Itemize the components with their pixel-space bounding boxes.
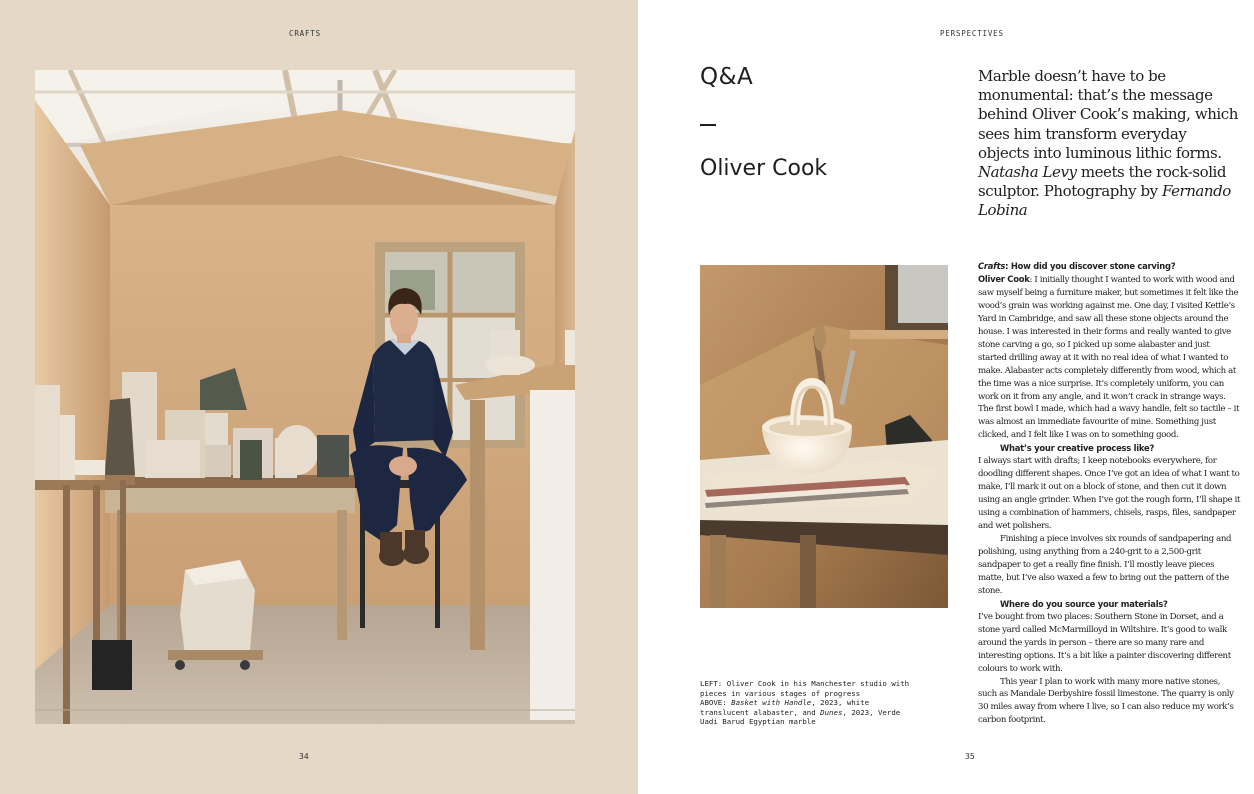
answer-1: Oliver Cook: I initially thought I wanted to work with wood and saw myself being a furniture maker, but sometimes it felt like the wood’s grain was working against me. One day, I visited Kettle’s Yard in Cambridge, and saw all these stone objects around the house. I was interested in their forms and really wanted to give stone carving a go, so I picked up some alabaster and just started drilling away at it with no real idea of what I wanted to make. Alabaster acts completely differently from wood, which at the time was a nice surprise. It’s completely uniform, you can work on it from any angle, and it won’t crack in strange ways. The first bowl I made, which had a wavy handle, felt so tactile – it was almost an immediate favourite of mine. Something just clicked, and I felt like I was on to something good. xyxy=(978,273,1240,441)
section-label-crafts: CRAFTS xyxy=(289,29,321,38)
standfirst: Marble doesn’t have to be monumental: that’s the message behind Oliver Cook’s making, which sees him transform everyday objects into luminous lithic forms. Natasha Levy meets the rock-solid sculptor. Photography by Fernando Lobina xyxy=(978,67,1238,220)
page-number-right: 35 xyxy=(965,752,975,761)
interview-body xyxy=(978,260,1240,727)
answer-2-paragraph-1: I always start with drafts; I keep notebooks everywhere, for doodling different shapes. Once I’ve got an idea of what I want to make, I’ll mark it out on a block of stone, and then cut it down using an angle grinder. When I’ve got the rough form, I’ll shape it using a combination of hammers, chisels, rasps, files, sandpaper and wet polishers. xyxy=(978,456,1241,532)
basket-sculpture-photo xyxy=(700,265,948,608)
answer-2-paragraph-2: Finishing a piece involves six rounds of sandpapering and polishing, using anything from a 240-grit to a 2,500-grit sandpaper to get a really fine finish. I’ll mostly leave pieces matte, but I’ve also waxed a few to bring out the pattern of the stone. xyxy=(978,534,1232,596)
qa-heading: Q&A xyxy=(700,64,754,90)
answer-3-paragraph-2: This year I plan to work with many more native stones, such as Mandale Derbyshire fossil limestone. The quarry is only 30 miles away from where I live, so I can also reduce my work’s carbon footprint. xyxy=(978,676,1234,726)
heading-dash xyxy=(700,124,716,126)
author-name: Natasha Levy xyxy=(978,163,1077,182)
question-3: Where do you source your materials? xyxy=(1000,598,1168,609)
question-1: Crafts: How did you discover stone carving? xyxy=(978,261,1176,271)
question-2: What’s your creative process like? xyxy=(1000,443,1155,454)
photo-caption: LEFT: Oliver Cook in his Manchester studio with pieces in various stages of progress ABOVE: Basket with Handle, 2023, white translucent alabaster, and Dunes, 2023, Verde Uadi Barud Egyptian marble xyxy=(700,679,910,727)
page-number-left: 34 xyxy=(299,752,309,761)
section-label-perspectives: PERSPECTIVES xyxy=(940,29,1004,38)
studio-portrait-photo xyxy=(35,70,575,724)
photographer-name: Fernando Lobina xyxy=(978,182,1231,220)
answer-3-paragraph-1: I’ve bought from two places: Southern Stone in Dorset, and a stone yard called McMarmilloyd in Wiltshire. It’s good to walk around the yards in person – there are so many rare and interesting options. It’s a bit like a painter discovering different colours to work with. xyxy=(978,611,1231,674)
interviewee-name: Oliver Cook xyxy=(700,156,828,181)
